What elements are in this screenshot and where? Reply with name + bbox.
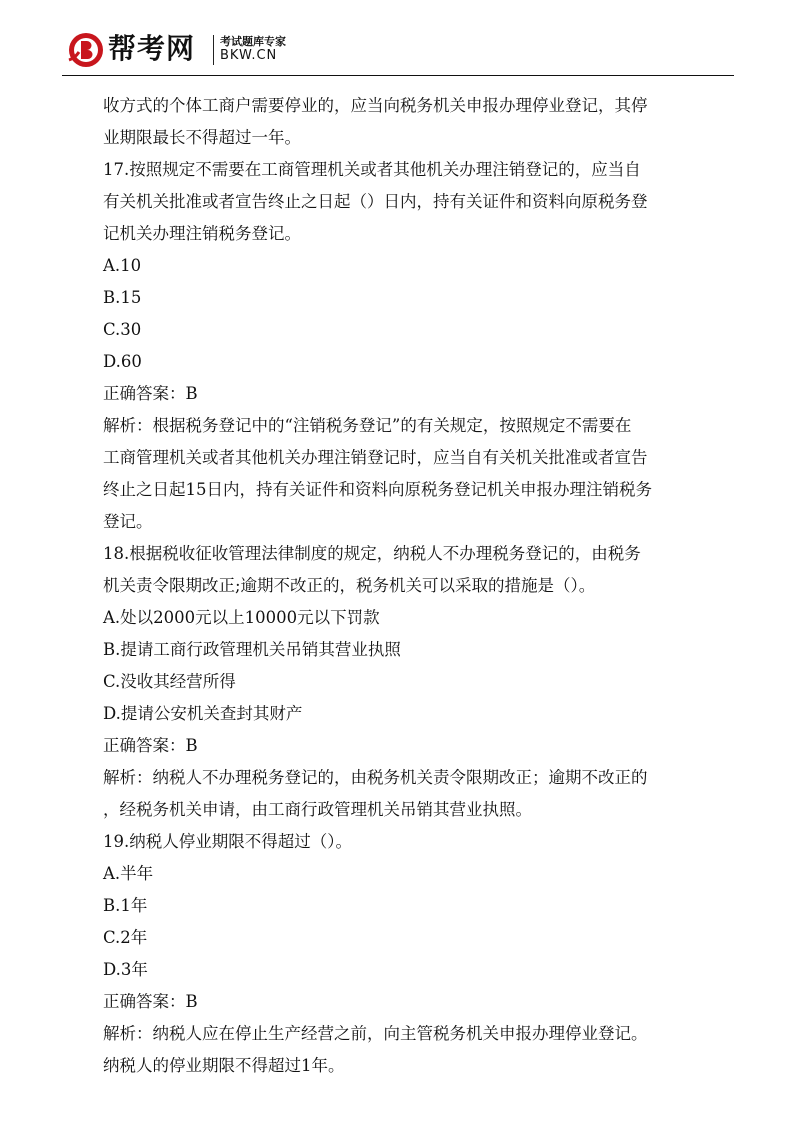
- option-b: B.15: [103, 288, 142, 307]
- text-line: ，经税务机关申请，由工商行政管理机关吊销其营业执照。: [103, 800, 532, 819]
- text-line: 收方式的个体工商户需要停业的，应当向税务机关申报办理停业登记，其停: [103, 96, 648, 115]
- correct-answer: 正确答案：B: [103, 736, 198, 755]
- text-line: 纳税人的停业期限不得超过1年。: [103, 1056, 345, 1075]
- header-divider: [62, 75, 734, 76]
- brand-domain: BKW.CN: [220, 48, 278, 63]
- explanation: 解析：纳税人应在停止生产经营之前，向主管税务机关申报办理停业登记。: [103, 1024, 648, 1043]
- explanation: 解析：纳税人不办理税务登记的，由税务机关责令限期改正；逾期不改正的: [103, 768, 648, 787]
- text-line: 工商管理机关或者其他机关办理注销登记时，应当自有关机关批准或者宣告: [103, 448, 648, 467]
- explanation: 解析：根据税务登记中的“注销税务登记”的有关规定，按照规定不需要在: [103, 416, 632, 435]
- text-line: 登记。: [103, 512, 153, 531]
- option-a: A.处以2000元以上10000元以下罚款: [103, 608, 380, 627]
- option-c: C.2年: [103, 928, 148, 947]
- text-line: 终止之日起15日内，持有关证件和资料向原税务登记机关申报办理注销税务: [103, 480, 652, 499]
- question-19-stem: 19.纳税人停业期限不得超过（）。: [103, 832, 352, 851]
- brand-name: 帮考网: [108, 32, 196, 65]
- text-line: 机关责令限期改正;逾期不改正的，税务机关可以采取的措施是（）。: [103, 576, 596, 595]
- option-d: D.3年: [103, 960, 148, 979]
- option-d: D.提请公安机关查封其财产: [103, 704, 303, 723]
- option-a: A.半年: [103, 864, 154, 883]
- brand-tagline-block: [213, 35, 286, 65]
- correct-answer: 正确答案：B: [103, 992, 198, 1011]
- option-c: C.30: [103, 320, 142, 339]
- brand-tagline: 考试题库专家: [220, 35, 286, 48]
- bkw-logo-icon: [66, 30, 106, 74]
- text-line: 有关机关批准或者宣告终止之日起（）日内，持有关证件和资料向原税务登: [103, 192, 648, 211]
- option-b: B.提请工商行政管理机关吊销其营业执照: [103, 640, 401, 659]
- correct-answer: 正确答案：B: [103, 384, 198, 403]
- option-a: A.10: [103, 256, 142, 275]
- option-d: D.60: [103, 352, 142, 371]
- question-18-stem: 18.根据税收征收管理法律制度的规定，纳税人不办理税务登记的，由税务: [103, 544, 641, 563]
- text-line: 记机关办理注销税务登记。: [103, 224, 301, 243]
- question-17-stem: 17.按照规定不需要在工商管理机关或者其他机关办理注销登记的，应当自: [103, 160, 641, 179]
- page-header: [0, 0, 794, 80]
- option-c: C.没收其经营所得: [103, 672, 236, 691]
- document-body: [103, 90, 723, 1082]
- text-line: 业期限最长不得超过一年。: [103, 128, 301, 147]
- option-b: B.1年: [103, 896, 148, 915]
